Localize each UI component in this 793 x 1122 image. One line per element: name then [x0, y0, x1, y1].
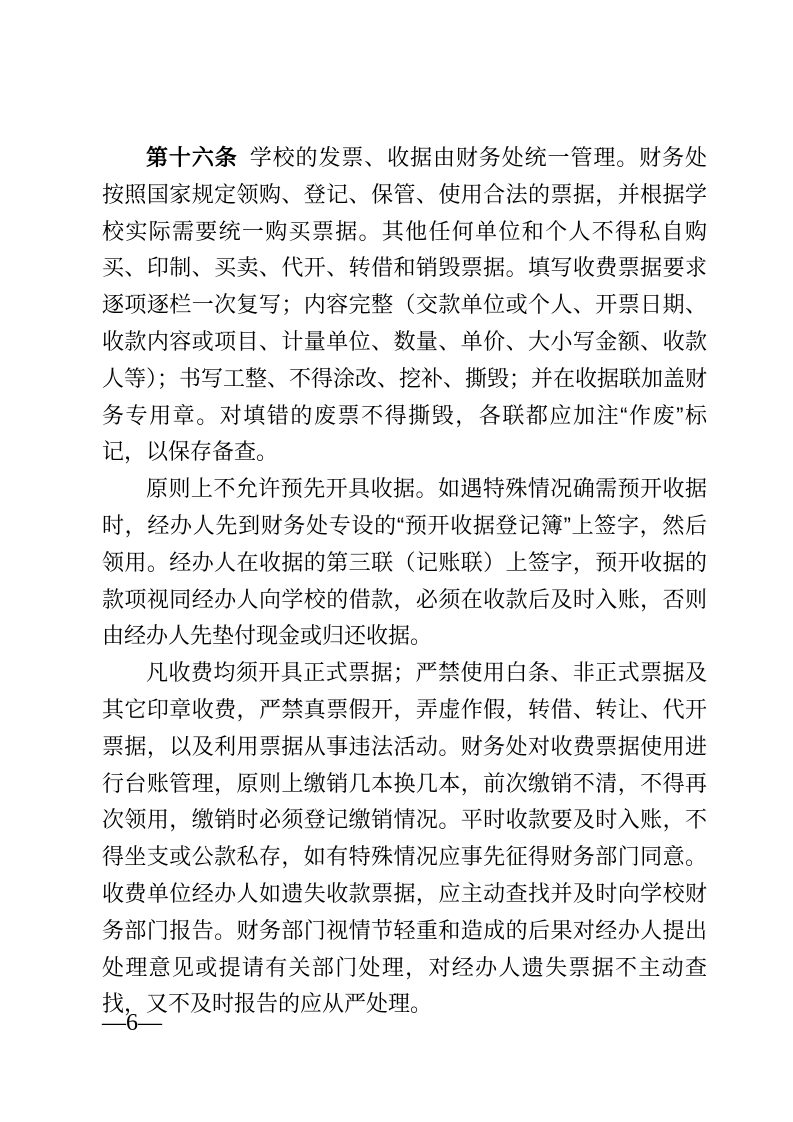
article-number-label: 第十六条 — [146, 145, 238, 170]
page-number: —6— — [102, 1010, 162, 1036]
paragraph-formal-invoices: 凡收费均须开具正式票据；严禁使用白条、非正式票据及其它印章收费，严禁真票假开，弄虚作假，转借、转让、代开票据，以及利用票据从事违法活动。财务处对收费票据使用进行台账管理，原则上缴销几本换几本，前次缴销不清，不得再次领用，缴销时必须登记缴销情况。平时收款要及时入账，不得坐支或公款私存，如有特殊情况应事先征得财务部门同意。收费单位经办人如遗失收款票据，应主动查找并及时向学校财务部门报告。财务部门视情节轻重和造成的后果对经办人提出处理意见或提请有关部门处理，对经办人遗失票据不主动查找，又不及时报告的应从严处理。 — [102, 660, 707, 1017]
paragraph-article-16 — [102, 140, 707, 471]
document-body — [102, 140, 707, 1023]
paragraph-text: 学校的发票、收据由财务处统一管理。财务处按照国家规定领购、登记、保管、使用合法的票据，并根据学校实际需要统一购买票据。其他任何单位和个人不得私自购买、印制、买卖、代开、转借和销毁票据。填写收费票据要求逐项逐栏一次复写；内容完整（交款单位或个人、开票日期、收款内容或项目、计量单位、数量、单价、大小写金额、收款人等）；书写工整、不得涂改、挖补、撕毁；并在收据联加盖财务专用章。对填错的废票不得撕毁，各联都应加注“作废”标记，以保存备查。 — [102, 145, 708, 465]
page-footer — [102, 1010, 162, 1037]
paragraph-advance-receipts: 原则上不允许预先开具收据。如遇特殊情况确需预开收据时，经办人先到财务处专设的“预开收据登记簿”上签字，然后领用。经办人在收据的第三联（记账联）上签字，预开收据的款项视同经办人向学校的借款，必须在收款后及时入账，否则由经办人先垫付现金或归还收据。 — [102, 476, 707, 649]
